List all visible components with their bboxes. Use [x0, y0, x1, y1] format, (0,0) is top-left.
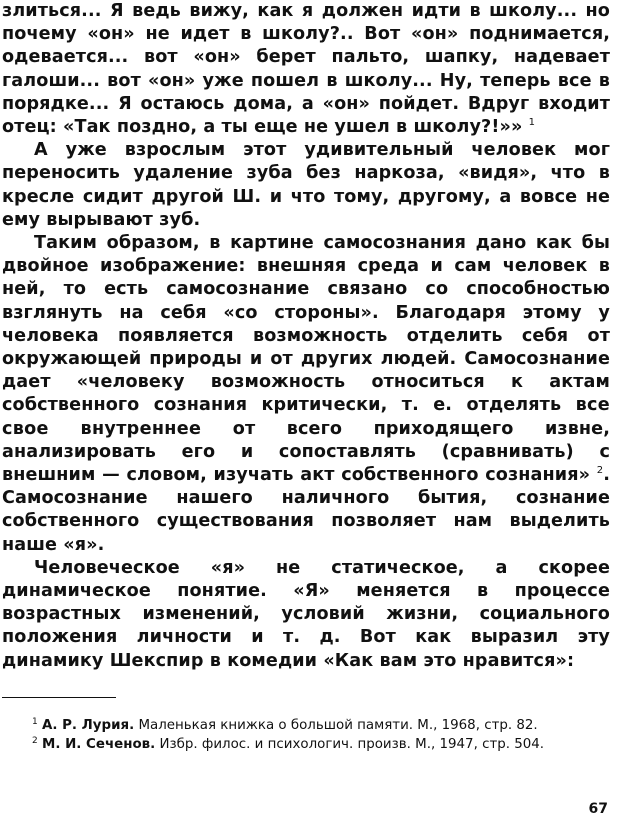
- paragraph-tooth: А уже взрослым этот удивительный человек мог переносить удаление зуба без наркоза, «видя», что в кресле сидит другой Ш. и что тому, другому, а вовсе не ему вырывают зуб.: [2, 140, 610, 230]
- emphasis-text: все свое внутреннее: [2, 395, 610, 439]
- paragraph-continuation: злиться... Я ведь вижу, как я должен идти в школу... но почему «он» не идет в школу?.. Вот «он» поднимается, одевается... вот «он» берет пальто, шапку, надевает галоши... вот «он» уже пошел в школу... Ну, теперь все в порядке... Я остаюсь дома, а «он» пойдет. Вдруг входит отец: «Так поздно, а ты еще не ушел в школу?!»» $^1$: [2, 1, 610, 138]
- footnote-author: А. Р. Лурия.: [42, 718, 135, 733]
- footnote-author: М. И. Сеченов.: [42, 737, 156, 753]
- footnote-2: $^2$ М. И. Сеченов. Избр. филос. и психологич. произв. М., 1947, стр. 504.: [32, 736, 545, 753]
- footnotes: [2, 716, 610, 754]
- footnote-divider: [2, 697, 116, 698]
- page-number: 67: [588, 801, 608, 817]
- paragraph-self-consciousness: Таким образом, в картине самосознания дано как бы двойное изображение: внешняя среда и сам человек в ней, то есть самосознание связано со способностью взглянуть на себя «со стороны». Благодаря этому у человека появляется возможность отделить себя от окружающей природы и от других людей. Самосознание дает «человеку возможность относиться к актам собственного сознания критически, т. е. отделять все свое внутреннее от всего приходящего извне, анализировать его и сопоставлять (сравнивать) с внешним — словом, изучать акт собственного сознания» $^2$. Самосознание нашего наличного бытия, сознание собственного существования позволяет нам выделить наше «я».: [2, 233, 610, 555]
- footnote-1: $^1$ А. Р. Лурия. Маленькая книжка о большой памяти. М., 1968, стр. 82.: [32, 717, 538, 733]
- main-text: [2, 0, 610, 673]
- footnote-ref-2: 2: [596, 465, 604, 477]
- paragraph-dynamic-self: Человеческое «я» не статическое, а скорее динамическое понятие. «Я» меняется в процессе возрастных изменений, условий жизни, социального положения личности и т. д. Вот как выразил эту динамику Шекспир в комедии «Как вам это нравится»:: [2, 557, 610, 671]
- footnote-ref-1: 1: [528, 117, 536, 129]
